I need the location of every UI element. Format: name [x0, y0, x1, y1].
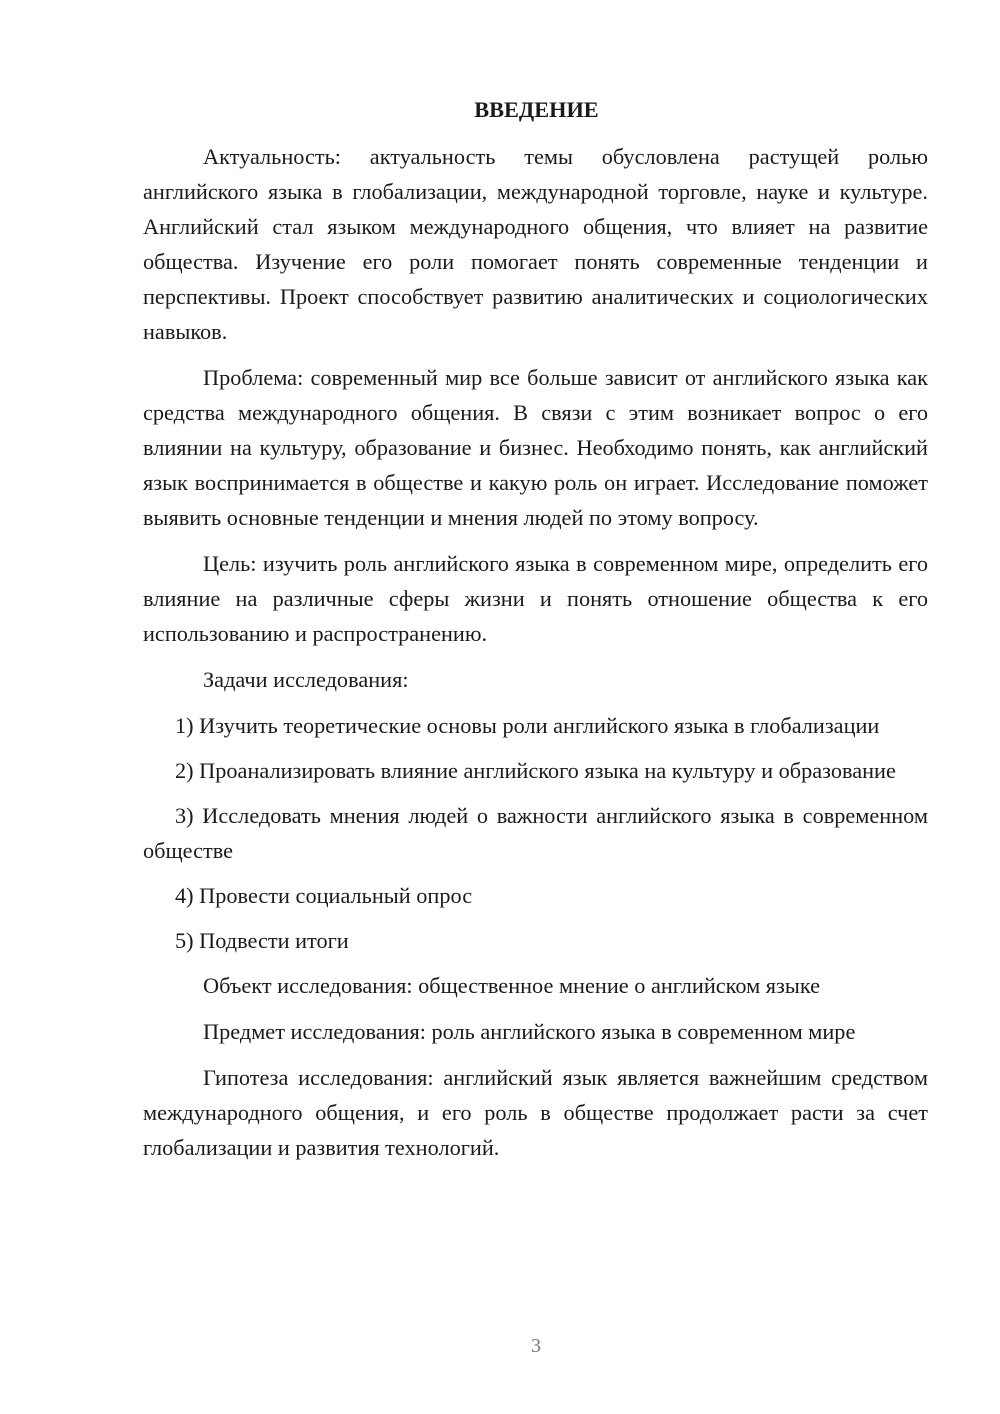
task-item: 2) Проанализировать влияние английского языка на культуру и образование	[175, 758, 896, 783]
tasks-heading: Задачи исследования:	[203, 667, 409, 692]
task-item: 3) Исследовать мнения людей о важности английского языка в современном обществе	[143, 803, 928, 863]
goal-paragraph: Цель: изучить роль английского языка в современном мире, определить его влияние на различные сферы жизни и понять отношение общества к его использованию и распространению.	[143, 551, 928, 646]
relevance-paragraph: Актуальность: актуальность темы обусловлена растущей ролью английского языка в глобализации, международной торговле, науке и культуре. Английский стал языком международного общения, что влияет на развитие общества. Изучение его роли помогает понять современные тенденции и перспективы. Проект способствует развитию аналитических и социологических навыков.	[143, 144, 928, 344]
task-item: 5) Подвести итоги	[175, 928, 349, 953]
task-item: 1) Изучить теоретические основы роли английского языка в глобализации	[175, 713, 880, 738]
object-paragraph: Объект исследования: общественное мнение о английском языке	[203, 973, 820, 998]
subject-paragraph: Предмет исследования: роль английского языка в современном мире	[203, 1019, 856, 1044]
problem-paragraph: Проблема: современный мир все больше зависит от английского языка как средства международного общения. В связи с этим возникает вопрос о его влиянии на культуру, образование и бизнес. Необходимо понять, как английский язык воспринимается в обществе и какую роль он играет. Исследование поможет выявить основные тенденции и мнения людей по этому вопросу.	[143, 365, 928, 530]
document-page	[143, 92, 928, 1176]
task-item: 4) Провести социальный опрос	[175, 883, 473, 908]
section-heading: ВВЕДЕНИЕ	[474, 97, 599, 122]
page-number: 3	[531, 1335, 541, 1357]
hypothesis-paragraph: Гипотеза исследования: английский язык является важнейшим средством международного общения, и его роль в обществе продолжает расти за счет глобализации и развития технологий.	[143, 1065, 928, 1160]
